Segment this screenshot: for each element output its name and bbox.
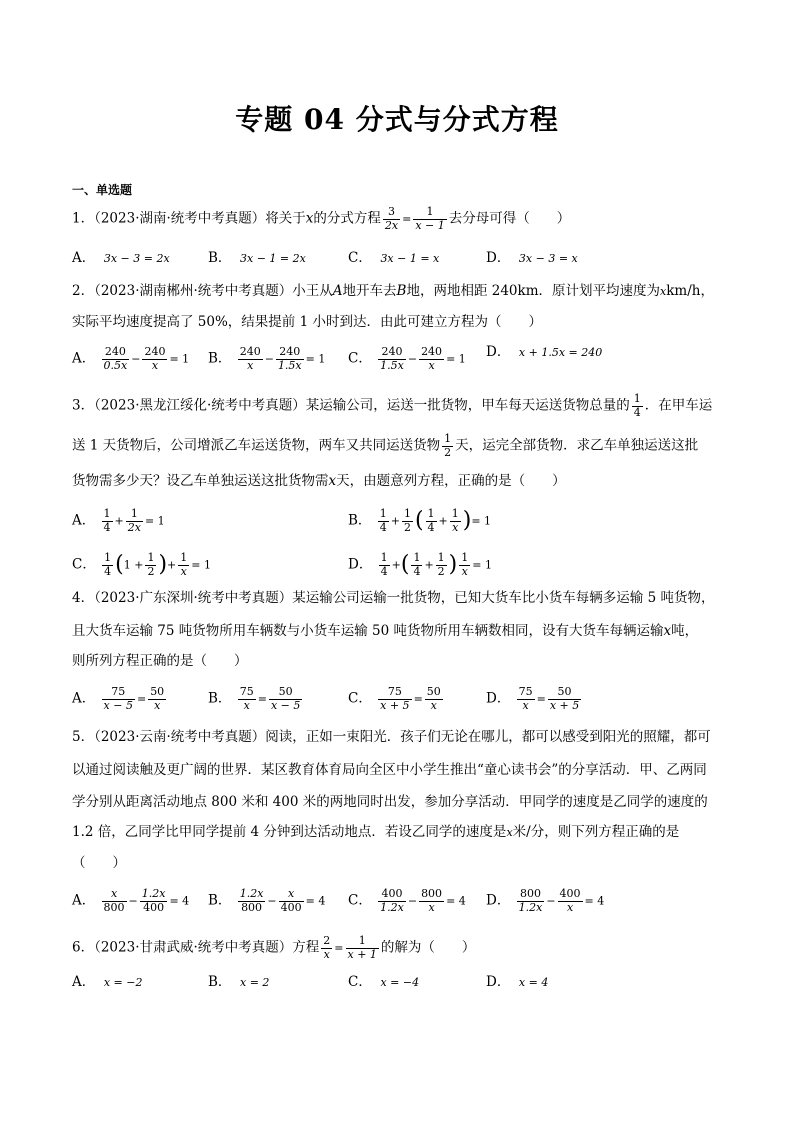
question-6: 6．（2023·甘肃武威·统考中考真题）方程 $\frac{2}{x}$ = $\frac{1}{x + 1}$ 的解为（ ） [72,934,476,961]
question-2-line-2: 实际平均速度提高了 50%，结果提前 1 小时到达．由此可建立方程为（ ） [72,314,542,330]
option-c[interactable]: C． $\frac{400}{1.2x}$ − $\frac{800}{x}$ = 4 [348,887,466,914]
question-3: 3．（2023·黑龙江绥化·统考中考真题）某运输公司，运送一批货物，甲车每天运送货物总量的 $\frac{1}{4}$ ．在甲车运 [72,392,713,419]
page-title: 专题 04 分式与分式方程 [235,103,559,136]
question-5-line-5: （ ） [72,855,126,871]
question-4-line-3: 则所列方程正确的是（ ） [72,653,248,669]
option-c[interactable]: C． $\frac{240}{1.5x}$ − $\frac{240}{x}$ = 1 [348,345,466,372]
option-b[interactable]: B． $\frac{1.2x}{800}$ − $\frac{x}{400}$ = 4 [208,887,326,914]
option-b[interactable]: B． x = 2 [208,974,270,990]
option-c[interactable]: C． $\frac{75}{x + 5}$ = $\frac{50}{x}$ [348,685,441,712]
option-a[interactable]: A． 3x − 3 = 2x [72,250,170,266]
option-a[interactable]: A． $\frac{240}{0.5x}$ − $\frac{240}{x}$ = 1 [72,345,190,372]
option-a[interactable]: A． $\frac{x}{800}$ − $\frac{1.2x}{400}$ = 4 [72,887,190,914]
question-4: 4．（2023·广东深圳·统考中考真题）某运输公司运输一批货物，已知大货车比小货车每辆多运输 5 吨货物， [72,590,715,606]
question-5: 5．（2023·云南·统考中考真题）阅读，正如一束阳光．孩子们无论在哪儿，都可以感受到阳光的照耀，都可 [72,729,711,745]
option-a[interactable]: A． $\frac{1}{4}$ + $\frac{1}{2x}$ = 1 [72,507,165,534]
option-b[interactable]: B． $\frac{240}{x}$ − $\frac{240}{1.5x}$ = 1 [208,345,326,372]
option-d[interactable]: D． $\frac{800}{1.2x}$ − $\frac{400}{x}$ = 4 [486,887,605,914]
option-d[interactable]: D． x = 4 [486,974,549,990]
option-d[interactable]: D． $\frac{75}{x}$ = $\frac{50}{x + 5}$ [486,685,580,712]
fraction: $\frac{1}{x - 1}$ [415,205,445,232]
option-a[interactable]: A． x = −2 [72,974,143,990]
option-d[interactable]: D． 3x − 3 = x [486,250,578,266]
question-3-line-3: 货物需多少天？设乙车单独运送这批货物需x天，由题意列方程，正确的是（ ） [72,473,566,489]
option-b[interactable]: B． $\frac{1}{4}$ + $\frac{1}{2}$ ( $\frac{1}{4}$ + $\frac{1}{x}$ )= 1 [348,507,492,534]
option-c[interactable]: C． $\frac{1}{4}$ (1 + $\frac{1}{2}$ )+ $\frac{1}{x}$ = 1 [72,551,211,578]
question-5-line-2: 以通过阅读触及更广阔的世界．某区教育体育局向全区中小学生推出“童心读书会”的分享活动．甲、乙两同 [72,762,707,778]
option-c[interactable]: C． x = −4 [348,974,420,990]
option-b[interactable]: B． 3x − 1 = 2x [208,250,306,266]
option-d[interactable]: D． $\frac{1}{4}$ +( $\frac{1}{4}$ + $\frac{1}{2}$ ) $\frac{1}{x}$ = 1 [348,551,492,578]
question-2: 2．（2023·湖南郴州·统考中考真题）小王从A地开车去B地，两地相距 240km．原计划平均速度为xkm/h， [72,283,714,299]
question-3-line-2: 送 1 天货物后，公司增派乙车运送货物，两车又共同运送货物 $\frac{1}{2}$ 天，运完全部货物．求乙车单独运送这批 [72,432,699,459]
question-1: 1．（2023·湖南·统考中考真题）将关于x的分式方程 $\frac{3}{2x}$ = $\frac{1}{x - 1}$ 去分母可得（ ） [72,205,571,232]
option-c[interactable]: C． 3x − 1 = x [348,250,440,266]
option-a[interactable]: A． $\frac{75}{x - 5}$ = $\frac{50}{x}$ [72,685,165,712]
option-d[interactable]: D． x + 1.5x = 240 [486,344,603,360]
question-5-line-4: 1.2 倍，乙同学比甲同学提前 4 分钟到达活动地点．若设乙同学的速度是x米/分，则下列方程正确的是 [72,824,680,840]
section-heading: 一、单选题 [72,183,133,197]
question-5-line-3: 学分别从距离活动地点 800 米和 400 米的两地同时出发，参加分享活动．甲同学的速度是乙同学的速度的 [72,794,708,810]
fraction: $\frac{3}{2x}$ [384,205,399,232]
option-b[interactable]: B． $\frac{75}{x}$ = $\frac{50}{x - 5}$ [208,685,301,712]
question-4-line-2: 且大货车运输 75 吨货物所用车辆数与小货车运输 50 吨货物所用车辆数相同，设有大货车每辆运输x吨， [72,623,699,639]
